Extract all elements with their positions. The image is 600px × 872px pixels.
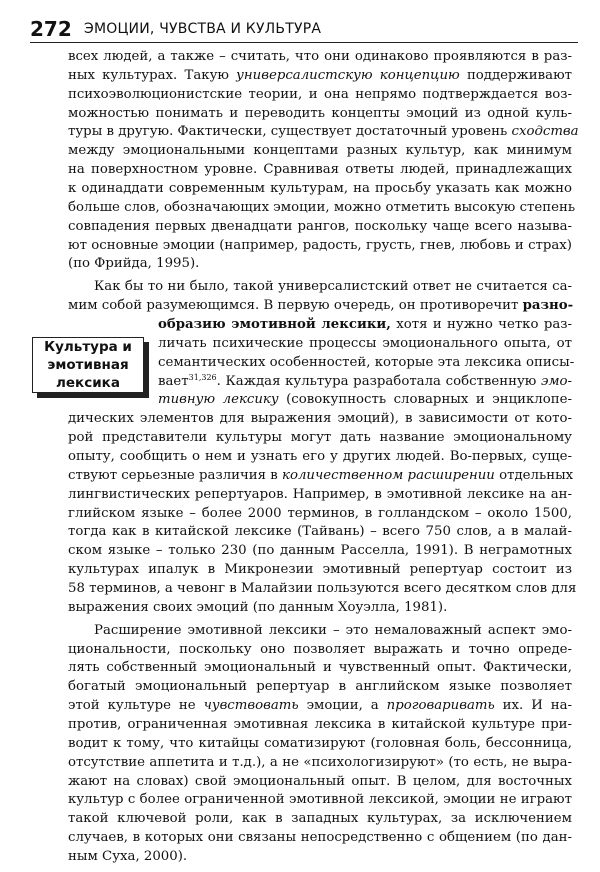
- text-line: против, ограниченная эмотивная лексика в китайской культуре при-: [68, 717, 572, 732]
- text-line: отсутствие аппетита и т.д.), а не «психологизируют» (то есть, не выра-: [68, 755, 572, 770]
- text-line: ском языке – только 230 (по данным Расселла, 1991). В неграмотных: [68, 543, 572, 558]
- text-line: случаев, в которых они связаны непосредственно с общением (по дан-: [68, 830, 572, 845]
- text-line: Как бы то ни было, такой универсалистский ответ не считается са-: [94, 279, 572, 294]
- text-line: ствуют серьезные различия в количественном расширении отдельных: [68, 468, 574, 483]
- text-line: лингвистических репертуаров. Например, в эмотивной лексике на ан-: [68, 487, 572, 502]
- text-line: между эмоциональными концептами разных культур, как минимум: [68, 143, 572, 158]
- text-line: (по Фрийда, 1995).: [68, 256, 200, 271]
- text-line: тивную лексику (совокупность словарных и энциклопе-: [158, 392, 572, 407]
- text-line: мим собой разумеющимся. В первую очередь, он противоречит разно-: [68, 298, 574, 313]
- text-line: такой ключевой роли, как в западных культурах, за исключением: [68, 811, 572, 826]
- text-line: глийском языке – более 2000 терминов, в голландском – около 1500,: [68, 506, 572, 521]
- margin-note-line: лексика: [56, 375, 120, 391]
- text-line: культур с более ограниченной эмотивной лексикой, эмоции не играют: [68, 792, 572, 807]
- text-line: на поверхностном уровне. Сравнивая ответы людей, принадлежащих: [68, 162, 572, 177]
- text-line: опыту, сообщить о нем и узнать его у других людей. Во-первых, суще-: [68, 449, 572, 464]
- text-line: образию эмотивной лексики, хотя и нужно четко раз-: [158, 317, 573, 332]
- text-line: дических элементов для выражения эмоций), в зависимости от кото-: [68, 411, 572, 426]
- text-line: тогда как в китайской лексике (Тайвань) – всего 750 слов, а в малай-: [68, 524, 572, 539]
- margin-note-line: Культура и: [44, 339, 132, 355]
- text-line: 58 терминов, а чевонг в Малайзии пользуются всего десятком слов для: [68, 581, 577, 596]
- text-line: всех людей, а также – считать, что они одинаково проявляются в раз-: [68, 49, 572, 64]
- text-line: культурах ипалук в Микронезии эмотивный репертуар состоит из: [68, 562, 572, 577]
- text-line: лять собственный эмоциональный и чувственный опыт. Фактически,: [68, 660, 572, 675]
- text-line: водит к тому, что китайцы соматизируют (головная боль, бессонница,: [68, 736, 572, 751]
- text-line: можностью понимать и переводить концепты эмоций из одной куль-: [68, 106, 572, 121]
- text-line: семантических особенностей, которые эта лексика описы-: [158, 355, 575, 370]
- text-line: жают на словах) свой эмоциональный опыт. В целом, для восточных: [68, 774, 572, 789]
- page-number: 272: [30, 17, 72, 41]
- text-line: рой представители культуры могут дать название эмоциональному: [68, 430, 572, 445]
- text-line: этой культуре не чувствовать эмоции, а проговаривать их. И на-: [68, 698, 572, 713]
- text-line: ных культурах. Такую универсалистскую концепцию поддерживают: [68, 68, 573, 83]
- text-line: ют основные эмоции (например, радость, грусть, гнев, любовь и страх): [68, 238, 572, 253]
- text-line: Расширение эмотивной лексики – это немаловажный аспект эмо-: [94, 623, 572, 638]
- text-line: к одинаддати современным культурам, на просьбу указать как можно: [68, 181, 572, 196]
- text-line: туры в другую. Фактически, существует достаточный уровень сходства: [68, 124, 579, 139]
- text-line: личать психические процессы эмоционального опыта, от: [158, 336, 572, 351]
- text-line: совпадения первых двенадцати рангов, поскольку чаще всего называ-: [68, 219, 572, 234]
- running-title: ЭМОЦИИ, ЧУВСТВА И КУЛЬТУРА: [84, 21, 322, 37]
- margin-note-line: эмотивная: [47, 357, 129, 373]
- text-line: больше слов, обозначающих эмоции, можно отметить высокую степень: [68, 200, 576, 215]
- text-line: богатый эмоциональный репертуар в английском языке позволяет: [68, 679, 572, 694]
- text-line: вает$^{31,326}$. Каждая культура разработала собственную эмо-: [158, 373, 572, 389]
- running-header: [30, 16, 578, 43]
- text-line: ным Суха, 2000).: [68, 849, 188, 864]
- text-line: циональности, поскольку оно позволяет выражать и точно опреде-: [68, 642, 572, 657]
- margin-note-box: [32, 337, 144, 393]
- text-line: психоэволюционистские теории, и она непрямо подтверждается воз-: [68, 87, 572, 102]
- text-line: выражения своих эмоций (по данным Хоуэлла, 1981).: [68, 600, 448, 615]
